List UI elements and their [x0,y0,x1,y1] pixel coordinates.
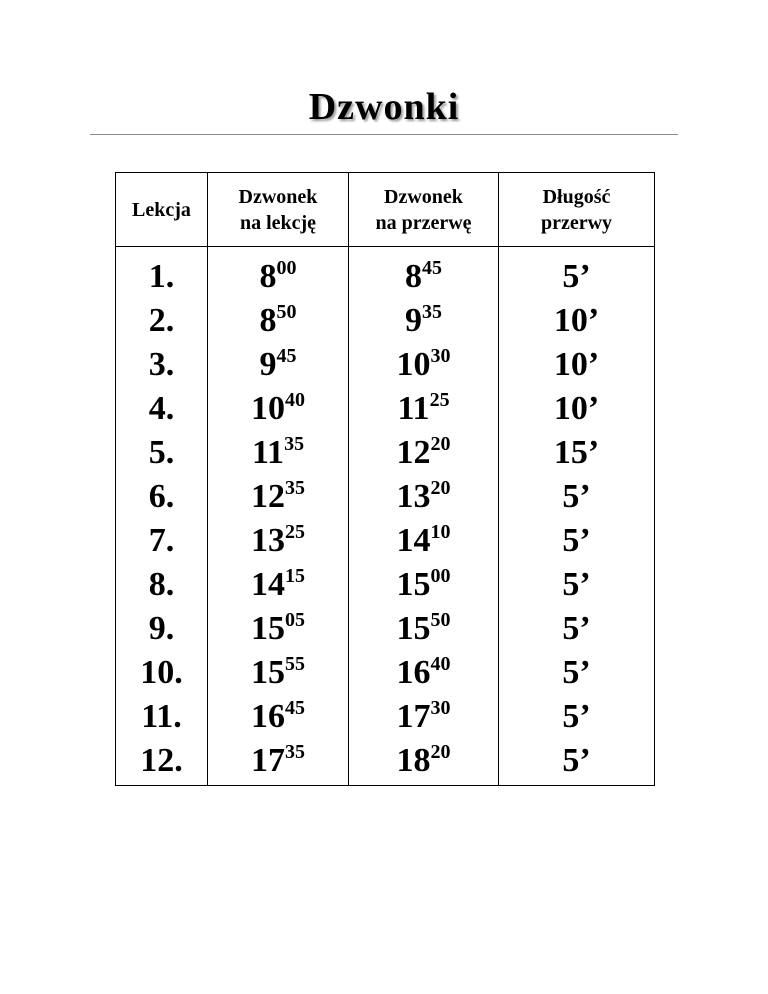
lesson-start-time-cell [208,739,349,786]
lesson-number-cell [116,299,208,343]
table-row [116,431,655,475]
break-length-cell [499,299,655,343]
lesson-start-time-minutes: 15 [285,565,305,587]
table-row [116,299,655,343]
lesson-number: 9. [148,610,175,647]
break-start-time-cell [349,695,499,739]
lesson-number: 12. [140,742,183,779]
break-start-time-cell [349,387,499,431]
break-start-time-cell [349,563,499,607]
break-length: 5’ [562,742,591,779]
table-row [116,247,655,300]
break-start-time-minutes: 20 [430,741,451,763]
break-start-time-cell [349,475,499,519]
header-lesson [116,173,208,247]
break-start-time-minutes: 10 [430,521,451,543]
table-row [116,343,655,387]
break-start-time-cell [349,739,499,786]
table-row [116,563,655,607]
break-length-cell [499,387,655,431]
header-lesson-label: Lekcja [132,198,191,221]
lesson-start-time-hour: 10 [251,390,285,427]
lesson-start-time-minutes: 45 [276,345,297,367]
lesson-start-time-cell [208,247,349,300]
break-length: 15’ [553,434,600,471]
break-start-time-cell [349,247,499,300]
break-start-time-hour: 10 [396,346,431,383]
break-length-cell [499,651,655,695]
break-length-cell [499,247,655,300]
break-length: 5’ [562,522,591,559]
break-start-time-cell [349,299,499,343]
table-body [116,247,655,786]
lesson-number-cell [116,607,208,651]
lesson-start-time-hour: 13 [251,522,285,559]
lesson-number: 11. [141,698,182,735]
break-start-time-minutes: 50 [430,609,451,631]
lesson-start-time-hour: 8 [259,302,277,339]
break-start-time-minutes: 25 [429,389,450,411]
header-lesson-start-line1: Dzwonek [238,185,318,208]
break-start-time-minutes: 00 [430,565,451,587]
lesson-number: 7. [148,522,175,559]
break-start-time-hour: 12 [396,434,431,471]
break-start-time-hour: 16 [396,654,431,691]
lesson-start-time-cell [208,651,349,695]
break-length: 10’ [553,302,600,339]
lesson-start-time-cell [208,695,349,739]
lesson-start-time-minutes: 35 [285,741,305,763]
break-length: 5’ [562,654,591,691]
break-start-time-hour: 9 [405,302,422,339]
lesson-number: 1. [148,258,175,295]
header-lesson-start-line2: na lekcję [239,211,317,234]
break-start-time-hour: 14 [396,522,431,559]
lesson-start-time-hour: 11 [251,434,285,471]
table-row [116,607,655,651]
break-length-cell [499,739,655,786]
break-start-time-minutes: 35 [422,301,442,323]
table-row [116,519,655,563]
lesson-number: 6. [148,478,175,515]
lesson-start-time-cell [208,431,349,475]
header-lesson-start [208,173,349,247]
lesson-number-cell [116,247,208,300]
break-start-time-hour: 17 [396,698,431,735]
break-length-cell [499,343,655,387]
break-start-time-minutes: 40 [430,653,451,675]
lesson-start-time-hour: 15 [251,610,285,647]
lesson-start-time-hour: 9 [259,346,277,383]
break-length-cell [499,475,655,519]
lesson-number-cell [116,343,208,387]
lesson-number: 5. [148,434,175,471]
lesson-number-cell [116,431,208,475]
lesson-number-cell [116,519,208,563]
header-break-start [349,173,499,247]
header-break-length-line1: Długość [542,185,611,208]
lesson-start-time-minutes: 45 [285,697,305,719]
lesson-start-time-hour: 14 [251,566,285,603]
break-start-time-minutes: 30 [430,345,451,367]
break-start-time-minutes: 20 [430,433,451,455]
break-start-time-cell [349,607,499,651]
lesson-start-time-minutes: 40 [285,389,305,411]
lesson-start-time-minutes: 35 [285,477,305,499]
break-length: 10’ [553,390,600,427]
bell-schedule-table [115,172,655,786]
header-break-length [499,173,655,247]
break-length-cell [499,431,655,475]
break-length-cell [499,607,655,651]
lesson-start-time-minutes: 35 [284,433,305,455]
lesson-start-time-cell [208,387,349,431]
break-start-time-cell [349,431,499,475]
page-title: Dzwonki [308,86,460,128]
break-start-time-cell [349,519,499,563]
break-start-time-cell [349,651,499,695]
table-row [116,387,655,431]
break-start-time-hour: 18 [396,742,431,779]
lesson-number-cell [116,563,208,607]
break-length: 5’ [562,258,591,295]
break-start-time-hour: 8 [405,258,422,295]
break-length-cell [499,563,655,607]
table-header [116,173,655,247]
lesson-start-time-hour: 8 [259,258,277,295]
lesson-start-time-minutes: 55 [285,653,305,675]
lesson-start-time-minutes: 00 [276,257,297,279]
title-divider [90,134,678,135]
lesson-start-time-cell [208,343,349,387]
lesson-start-time-hour: 12 [251,478,285,515]
break-start-time-minutes: 45 [422,257,442,279]
break-start-time-cell [349,343,499,387]
lesson-start-time-cell [208,563,349,607]
lesson-start-time-cell [208,519,349,563]
header-break-start-line2: na przerwę [375,211,472,234]
lesson-number-cell [116,695,208,739]
lesson-number: 3. [148,346,175,383]
header-break-start-line1: Dzwonek [384,185,463,208]
lesson-start-time-hour: 16 [251,698,285,735]
break-start-time-hour: 11 [397,390,430,427]
break-start-time-hour: 13 [396,478,431,515]
break-start-time-hour: 15 [396,566,431,603]
break-start-time-minutes: 30 [430,697,451,719]
table-row [116,739,655,786]
lesson-number: 10. [140,654,183,691]
break-length: 10’ [553,346,600,383]
lesson-start-time-hour: 17 [251,742,285,779]
table-row [116,475,655,519]
break-start-time-hour: 15 [396,610,431,647]
lesson-start-time-cell [208,607,349,651]
break-length: 5’ [562,610,591,647]
header-break-length-line2: przerwy [540,211,613,234]
lesson-number: 2. [148,302,175,339]
lesson-start-time-cell [208,475,349,519]
break-length-cell [499,695,655,739]
lesson-number: 4. [148,390,175,427]
break-length: 5’ [562,698,591,735]
break-length: 5’ [562,478,591,515]
break-start-time-minutes: 20 [430,477,451,499]
lesson-start-time-hour: 15 [251,654,285,691]
header-row [116,173,655,247]
lesson-number-cell [116,651,208,695]
table-row [116,651,655,695]
lesson-number: 8. [148,566,175,603]
lesson-start-time-cell [208,299,349,343]
break-length: 5’ [562,566,591,603]
lesson-start-time-minutes: 25 [285,521,305,543]
lesson-number-cell [116,739,208,786]
break-length-cell [499,519,655,563]
lesson-number-cell [116,475,208,519]
table-row [116,695,655,739]
lesson-start-time-minutes: 05 [285,609,305,631]
lesson-number-cell [116,387,208,431]
lesson-start-time-minutes: 50 [276,301,297,323]
